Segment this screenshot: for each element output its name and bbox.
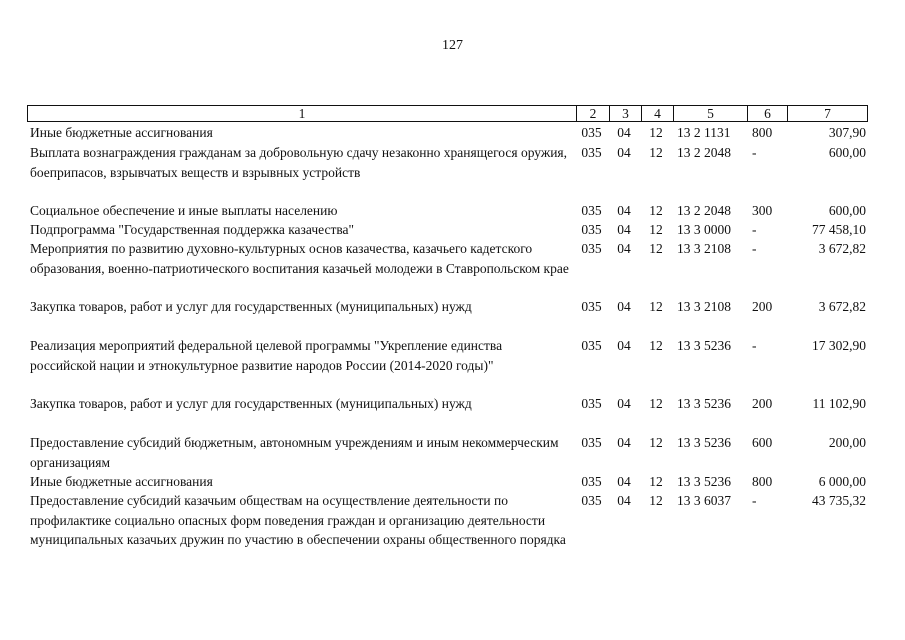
row-col-6: - bbox=[752, 338, 757, 353]
row-col-3: 04 bbox=[617, 396, 631, 411]
row-col-6: 800 bbox=[752, 125, 773, 140]
row-col-2: 035 bbox=[581, 435, 602, 450]
row-col-4: 12 bbox=[649, 241, 663, 256]
row-col-6: 600 bbox=[752, 435, 773, 450]
row-col-5: 13 3 5236 bbox=[677, 435, 731, 450]
table-row bbox=[27, 472, 868, 491]
row-description: Подпрограмма "Государственная поддержка казачества" bbox=[30, 222, 355, 237]
row-col-7: 3 672,82 bbox=[818, 299, 866, 314]
row-col-4: 12 bbox=[649, 435, 663, 450]
row-col-2: 035 bbox=[581, 299, 602, 314]
row-col-5: 13 2 2048 bbox=[677, 145, 731, 160]
row-col-4: 12 bbox=[649, 222, 663, 237]
header-col-4: 4 bbox=[641, 106, 673, 121]
row-col-7: 307,90 bbox=[828, 125, 866, 140]
row-description: Реализация мероприятий федеральной целевой программы "Укрепление единства российской нации и этнокультурное развитие народов России (2014-2020 годы)" bbox=[30, 338, 503, 373]
row-description: Предоставление субсидий казачьим обществам на осуществление деятельности по профилактике социально опасных форм поведения граждан и организацию деятельности муниципальных казачьих дружин по участию в обеспечении охраны общественного порядка bbox=[30, 493, 566, 547]
row-col-2: 035 bbox=[581, 338, 602, 353]
row-col-6: - bbox=[752, 241, 757, 256]
row-col-4: 12 bbox=[649, 203, 663, 218]
table-row bbox=[27, 394, 868, 433]
row-col-4: 12 bbox=[649, 145, 663, 160]
row-col-5: 13 3 6037 bbox=[677, 493, 731, 508]
row-col-3: 04 bbox=[617, 493, 631, 508]
row-description: Социальное обеспечение и иные выплаты населению bbox=[30, 203, 338, 218]
row-col-3: 04 bbox=[617, 222, 631, 237]
row-col-6: - bbox=[752, 222, 757, 237]
row-col-7: 6 000,00 bbox=[818, 474, 866, 489]
row-col-3: 04 bbox=[617, 435, 631, 450]
row-col-5: 13 3 2108 bbox=[677, 299, 731, 314]
row-col-7: 77 458,10 bbox=[812, 222, 866, 237]
row-col-6: - bbox=[752, 145, 757, 160]
row-col-2: 035 bbox=[581, 125, 602, 140]
table-row bbox=[27, 239, 868, 297]
row-col-2: 035 bbox=[581, 396, 602, 411]
table-row bbox=[27, 143, 868, 201]
row-col-3: 04 bbox=[617, 338, 631, 353]
row-col-4: 12 bbox=[649, 299, 663, 314]
row-col-4: 12 bbox=[649, 474, 663, 489]
row-description: Предоставление субсидий бюджетным, автономным учреждениям и иным некоммерческим организациям bbox=[30, 435, 559, 470]
row-col-2: 035 bbox=[581, 203, 602, 218]
row-col-3: 04 bbox=[617, 474, 631, 489]
header-col-3: 3 bbox=[609, 106, 641, 121]
row-col-2: 035 bbox=[581, 222, 602, 237]
row-col-3: 04 bbox=[617, 299, 631, 314]
row-col-5: 13 2 1131 bbox=[677, 125, 731, 140]
row-col-7: 17 302,90 bbox=[812, 338, 866, 353]
row-col-6: - bbox=[752, 493, 757, 508]
table-body bbox=[27, 123, 868, 571]
row-description: Иные бюджетные ассигнования bbox=[30, 125, 213, 140]
row-col-2: 035 bbox=[581, 493, 602, 508]
row-col-7: 600,00 bbox=[828, 203, 866, 218]
row-description: Закупка товаров, работ и услуг для государственных (муниципальных) нужд bbox=[30, 396, 472, 411]
page-number: 127 bbox=[442, 38, 463, 53]
row-description: Мероприятия по развитию духовно-культурных основ казачества, казачьего кадетского образования, военно-патриотического воспитания казачьей молодежи в Ставропольском крае bbox=[30, 241, 569, 276]
row-col-2: 035 bbox=[581, 241, 602, 256]
table-row bbox=[27, 201, 868, 220]
table-row bbox=[27, 123, 868, 143]
header-col-6: 6 bbox=[747, 106, 787, 121]
header-col-2: 2 bbox=[576, 106, 609, 121]
row-col-7: 11 102,90 bbox=[812, 396, 866, 411]
row-col-6: 300 bbox=[752, 203, 773, 218]
row-col-7: 3 672,82 bbox=[818, 241, 866, 256]
row-col-6: 200 bbox=[752, 299, 773, 314]
row-col-7: 200,00 bbox=[828, 435, 866, 450]
row-col-5: 13 2 2048 bbox=[677, 203, 731, 218]
table-header bbox=[27, 105, 868, 122]
row-description: Выплата вознаграждения гражданам за добровольную сдачу незаконно хранящегося оружия, боеприпасов, взрывчатых веществ и взрывных устройств bbox=[30, 145, 568, 180]
table-row bbox=[27, 336, 868, 394]
row-col-3: 04 bbox=[617, 241, 631, 256]
row-col-7: 43 735,32 bbox=[812, 493, 866, 508]
row-col-2: 035 bbox=[581, 145, 602, 160]
row-col-5: 13 3 5236 bbox=[677, 396, 731, 411]
row-col-3: 04 bbox=[617, 145, 631, 160]
row-col-6: 200 bbox=[752, 396, 773, 411]
row-col-5: 13 3 0000 bbox=[677, 222, 731, 237]
row-col-5: 13 3 5236 bbox=[677, 338, 731, 353]
row-col-7: 600,00 bbox=[828, 145, 866, 160]
header-col-5: 5 bbox=[673, 106, 747, 121]
header-col-1: 1 bbox=[298, 106, 306, 121]
row-col-5: 13 3 2108 bbox=[677, 241, 731, 256]
table-row bbox=[27, 297, 868, 336]
row-col-3: 04 bbox=[617, 203, 631, 218]
row-col-4: 12 bbox=[649, 493, 663, 508]
row-description: Закупка товаров, работ и услуг для государственных (муниципальных) нужд bbox=[30, 299, 472, 314]
row-col-4: 12 bbox=[649, 338, 663, 353]
row-col-6: 800 bbox=[752, 474, 773, 489]
header-col-7: 7 bbox=[787, 106, 867, 121]
row-col-4: 12 bbox=[649, 396, 663, 411]
table-row bbox=[27, 433, 868, 472]
row-col-5: 13 3 5236 bbox=[677, 474, 731, 489]
table-row bbox=[27, 491, 868, 571]
row-col-2: 035 bbox=[581, 474, 602, 489]
row-col-3: 04 bbox=[617, 125, 631, 140]
row-description: Иные бюджетные ассигнования bbox=[30, 474, 213, 489]
row-col-4: 12 bbox=[649, 125, 663, 140]
table-row bbox=[27, 220, 868, 239]
